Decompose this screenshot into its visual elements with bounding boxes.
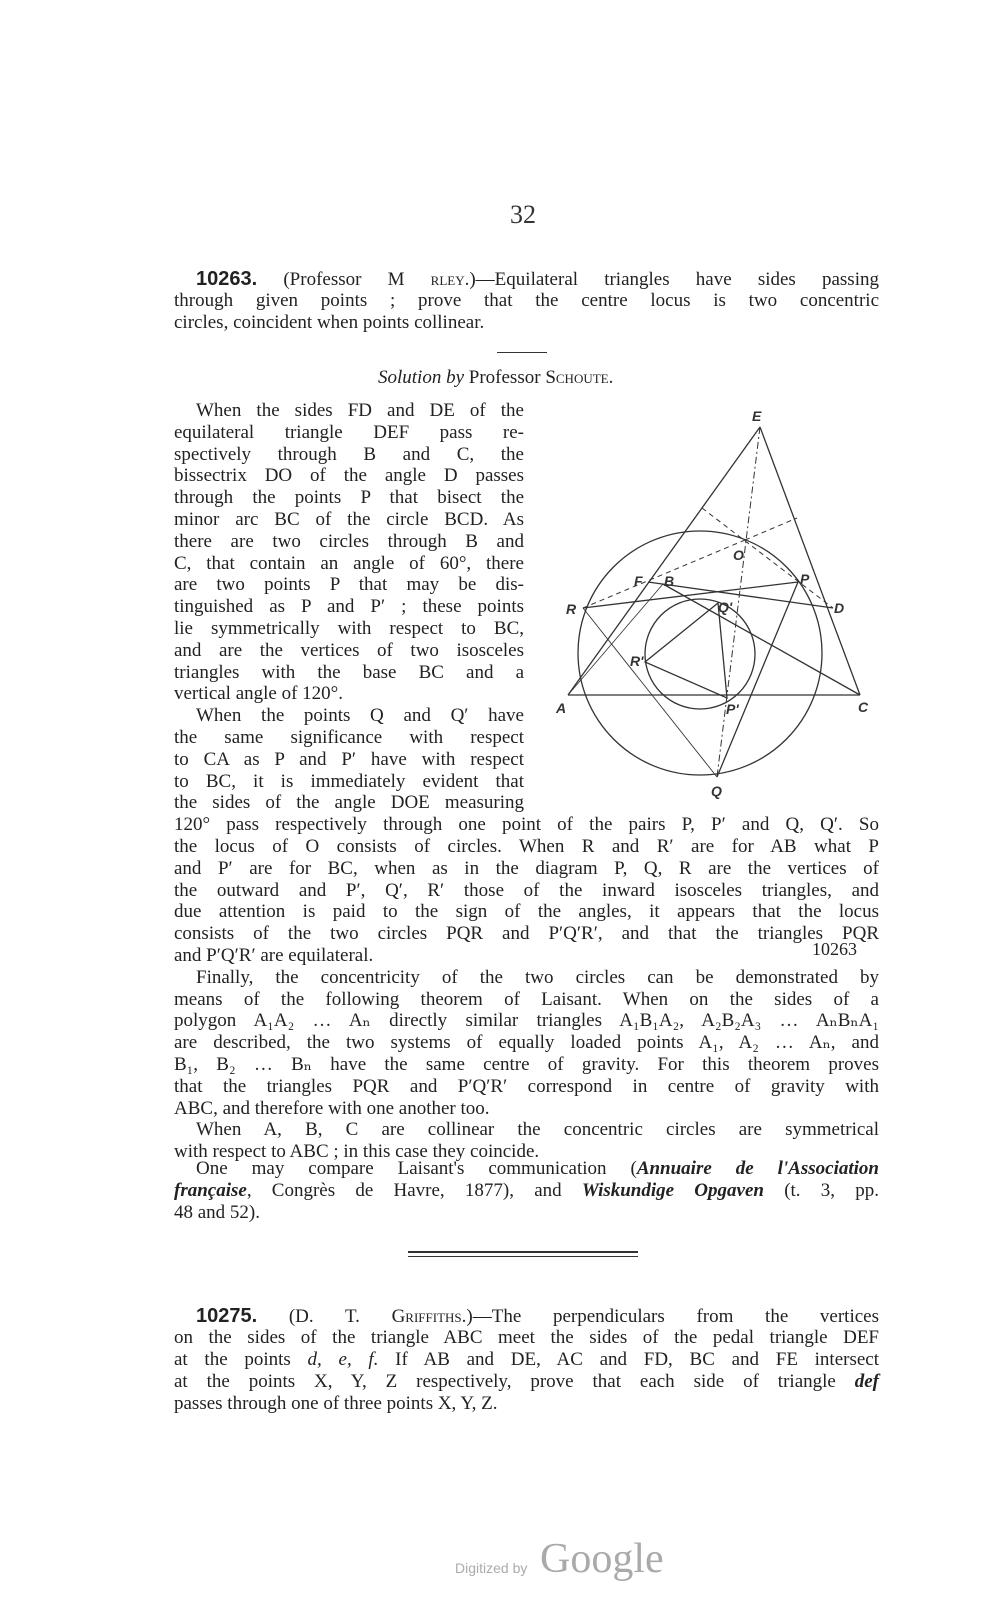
solution-line: that the triangles PQR and P′Q′R′ correspond in centre of gravity with — [174, 1075, 879, 1097]
solution-line: When the points Q and Q′ have — [196, 705, 524, 727]
watermark-google-logo: Google — [540, 1536, 664, 1582]
solution-line: there are two circles through B and — [174, 530, 524, 552]
author: (Professor M — [283, 269, 405, 290]
label-R-prime: R' — [630, 653, 644, 669]
label-O: O — [733, 547, 744, 563]
solution-line: 120° pass respectively through one point of the pairs P, P′ and Q, Q′. So — [174, 814, 879, 836]
label-Q-prime: Q' — [718, 599, 733, 615]
author-name: rley — [404, 269, 465, 290]
solution-line: française, Congrès de Havre, 1877), and Wiskundige Opgaven (t. 3, pp. — [174, 1180, 879, 1201]
problem-number: 10263. — [196, 268, 258, 290]
problem-line: through given points ; prove that the centre locus is two concentric — [174, 290, 879, 311]
solution-line: the same significance with respect — [174, 727, 524, 748]
solution-line: equilateral triangle DEF pass re- — [174, 421, 524, 443]
line-EC — [760, 427, 860, 695]
solution-line: and P′ are for BC, when as in the diagram P, Q, R are the vertices of — [174, 857, 879, 879]
line-RP — [583, 582, 798, 608]
solution-line: means of the following theorem of Laisant. When on the sides of a — [174, 988, 879, 1010]
solution-heading: Solution by Professor Schoute. — [378, 367, 614, 388]
solution-line: with respect to ABC ; in this case they coincide. — [174, 1141, 540, 1163]
solution-line: 48 and 52). — [174, 1202, 261, 1223]
label-P-prime: P' — [726, 701, 739, 717]
label-Q: Q — [711, 783, 722, 799]
label-A: A — [556, 700, 567, 716]
problem-line: at the points d, e, f. If AB and DE, AC and FD, BC and FE intersect — [174, 1349, 879, 1370]
solution-line: lie symmetrically with respect to BC, — [174, 618, 524, 639]
inner-circle — [645, 599, 755, 709]
line-EA — [568, 427, 760, 695]
solution-line: bissectrix DO of the angle D passes — [174, 465, 524, 487]
solution-line: triangles with the base BC and a — [174, 661, 524, 683]
solution-line: tinguished as P and P′ ; these points — [174, 596, 524, 618]
problem-text: .)—Equilateral triangles have sides passing — [464, 269, 879, 290]
solution-line: the sides of the angle DOE measuring — [174, 792, 524, 814]
solution-line: C, that contain an angle of 60°, there — [174, 552, 524, 574]
solution-line: When the sides FD and DE of the — [196, 400, 524, 421]
problem-line: on the sides of the triangle ABC meet the sides of the pedal triangle DEF — [174, 1327, 879, 1348]
line-O-bisector-dashed — [745, 518, 797, 540]
label-P: P — [800, 571, 810, 587]
double-rule-top — [408, 1251, 638, 1253]
problem-number: 10275. — [196, 1305, 258, 1327]
solution-line: minor arc BC of the circle BCD. As — [174, 509, 524, 530]
solution-line: to CA as P and P′ have with respect — [174, 748, 524, 770]
solution-line: are two points P that may be dis- — [174, 574, 524, 596]
solution-line: spectively through B and C, the — [174, 443, 524, 465]
solution-line: polygon A₁A₂ … Aₙ directly similar triangles A₁B₁A₂, A₂B₂A₃ … AₙBₙA₁ — [174, 1010, 879, 1032]
page-number: 32 — [510, 200, 536, 229]
solution-line: to BC, it is immediately evident that — [174, 770, 524, 792]
solution-line: Finally, the concentricity of the two circles can be demonstrated by — [196, 966, 879, 988]
label-R: R — [566, 601, 577, 617]
problem-line: circles, coincident when points collinear. — [174, 312, 485, 333]
watermark-digitized: Digitized by — [455, 1560, 528, 1576]
solution-line: due attention is paid to the sign of the angles, it appears that the locus — [174, 901, 879, 923]
solution-line: and P′Q′R′ are equilateral. — [174, 945, 374, 966]
solution-line: One may compare Laisant's communication (Annuaire de l'Association — [196, 1158, 879, 1179]
solution-line: B₁, B₂ … Bₙ have the same centre of gravity. For this theorem proves — [174, 1054, 879, 1075]
double-rule-bottom — [408, 1256, 638, 1257]
reference-number: 10263 — [812, 939, 857, 959]
label-E: E — [752, 408, 762, 424]
problem-10275-line: 10275. (D. T. Griffiths.)—The perpendiculars from the vertices — [196, 1305, 879, 1327]
line-BC — [663, 584, 860, 695]
label-F: F — [634, 573, 643, 589]
triangle-PQR-inner — [645, 603, 727, 698]
solution-line: through the points P that bisect the — [174, 487, 524, 509]
problem-line: at the points X, Y, Z respectively, prove that each side of triangle def — [174, 1371, 879, 1392]
solution-line: the outward and P′, Q′, R′ those of the inward isosceles triangles, and — [174, 879, 879, 901]
line-RQ — [583, 608, 717, 777]
solution-line: consists of the two circles PQR and P′Q′R′, and that the triangles PQR — [174, 923, 879, 945]
label-B: B — [664, 573, 675, 589]
label-C: C — [858, 699, 869, 715]
solution-line: ABC, and therefore with one another too. — [174, 1097, 490, 1119]
solution-line: vertical angle of 120°. — [174, 683, 344, 705]
solution-line: the locus of O consists of circles. When R and R′ are for AB what P — [174, 836, 879, 857]
solution-line: and are the vertices of two isosceles — [174, 639, 524, 661]
label-D: D — [834, 600, 845, 616]
problem-line: passes through one of three points X, Y, Z. — [174, 1393, 498, 1414]
solution-line: When A, B, C are collinear the concentric circles are symmetrical — [196, 1119, 879, 1141]
solution-line: are described, the two systems of equally loaded points A₁, A₂ … Aₙ, and — [174, 1032, 879, 1054]
